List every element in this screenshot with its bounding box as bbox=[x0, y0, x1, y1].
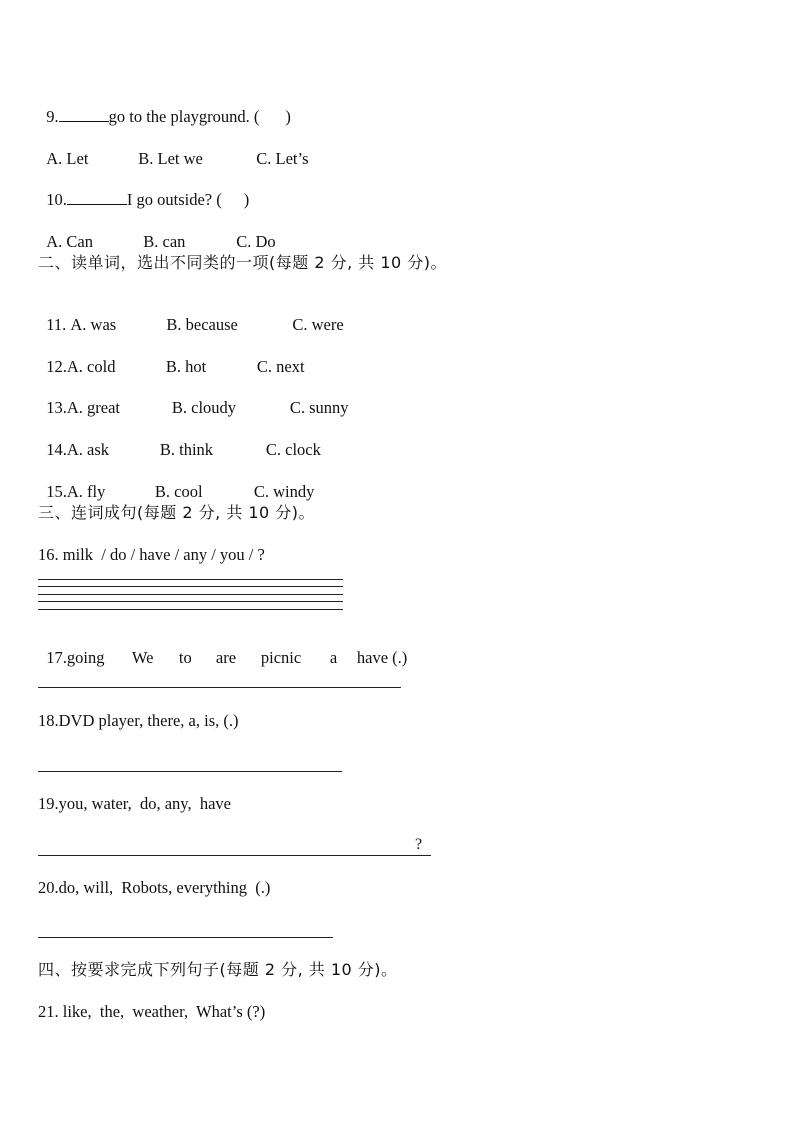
option-c: C. were bbox=[292, 315, 344, 334]
section-2-title: 二、读单词，选出不同类的一项(每题 2 分, 共 10 分)。 bbox=[38, 253, 448, 272]
question-number: 17. bbox=[46, 648, 67, 667]
option-b: B. because bbox=[166, 315, 238, 334]
word: going bbox=[66, 648, 105, 667]
option-c: C. clock bbox=[265, 440, 321, 459]
question-number: 12. bbox=[46, 357, 67, 376]
question-number: 15. bbox=[46, 482, 67, 501]
option-c: C. Let’s bbox=[256, 149, 309, 168]
answer-line[interactable] bbox=[38, 771, 342, 772]
option-a: A. fly bbox=[66, 482, 106, 501]
option-c: C. next bbox=[256, 357, 305, 376]
question-9 bbox=[38, 87, 291, 127]
question-9-options bbox=[38, 129, 309, 169]
question-number: 11. bbox=[46, 315, 67, 334]
section-4-title: 四、按要求完成下列句子(每题 2 分, 共 10 分)。 bbox=[38, 960, 398, 979]
question-15 bbox=[38, 462, 314, 502]
answer-line[interactable] bbox=[38, 855, 431, 856]
option-a: A. was bbox=[70, 315, 117, 334]
question-number: 10. bbox=[46, 190, 67, 209]
question-16: 16. milk / do / have / any / you / ? bbox=[38, 545, 265, 564]
word: have (.) bbox=[356, 648, 408, 667]
option-b: B. can bbox=[143, 232, 186, 251]
word: a bbox=[329, 648, 338, 667]
option-a: A. Let bbox=[46, 149, 89, 168]
question-text: I go outside? ( bbox=[126, 190, 222, 209]
question-19: 19.you, water, do, any, have bbox=[38, 794, 232, 813]
option-b: B. cloudy bbox=[171, 398, 237, 417]
question-12 bbox=[38, 337, 305, 377]
word: picnic bbox=[260, 648, 302, 667]
option-b: B. cool bbox=[154, 482, 203, 501]
answer-line-2[interactable] bbox=[38, 586, 343, 587]
option-a: A. Can bbox=[46, 232, 93, 251]
question-17 bbox=[38, 628, 407, 668]
word: to bbox=[178, 648, 192, 667]
option-b: B. think bbox=[159, 440, 214, 459]
answer-blank[interactable] bbox=[59, 107, 109, 122]
paren-close: ) bbox=[285, 107, 291, 126]
option-a: A. great bbox=[66, 398, 121, 417]
option-b: B. hot bbox=[165, 357, 207, 376]
word: We bbox=[131, 648, 154, 667]
question-18: 18.DVD player, there, a, is, (.) bbox=[38, 711, 239, 730]
answer-line-3[interactable] bbox=[38, 594, 343, 595]
option-c: C. sunny bbox=[289, 398, 349, 417]
answer-line[interactable] bbox=[38, 687, 401, 688]
word: are bbox=[215, 648, 237, 667]
question-text: go to the playground. ( bbox=[108, 107, 260, 126]
question-number: 13. bbox=[46, 398, 67, 417]
question-11 bbox=[38, 295, 344, 335]
answer-blank[interactable] bbox=[67, 190, 127, 205]
question-13 bbox=[38, 378, 349, 418]
option-c: C. windy bbox=[253, 482, 315, 501]
question-20: 20.do, will, Robots, everything (.) bbox=[38, 878, 271, 897]
option-c: C. Do bbox=[236, 232, 276, 251]
question-21: 21. like, the, weather, What’s (?) bbox=[38, 1002, 266, 1021]
paren-close: ) bbox=[243, 190, 250, 209]
answer-line[interactable] bbox=[38, 937, 333, 938]
question-number: 14. bbox=[46, 440, 67, 459]
answer-line-1[interactable] bbox=[38, 579, 343, 580]
option-b: B. Let we bbox=[138, 149, 203, 168]
question-number: 9. bbox=[46, 107, 59, 126]
question-14 bbox=[38, 420, 321, 460]
question-10 bbox=[38, 170, 249, 210]
answer-line-5[interactable] bbox=[38, 609, 343, 610]
option-a: A. ask bbox=[66, 440, 110, 459]
question-10-options bbox=[38, 212, 276, 252]
answer-line-4[interactable] bbox=[38, 601, 343, 602]
option-a: A. cold bbox=[66, 357, 116, 376]
section-3-title: 三、连词成句(每题 2 分, 共 10 分)。 bbox=[38, 503, 316, 522]
question-mark: ? bbox=[415, 836, 423, 853]
